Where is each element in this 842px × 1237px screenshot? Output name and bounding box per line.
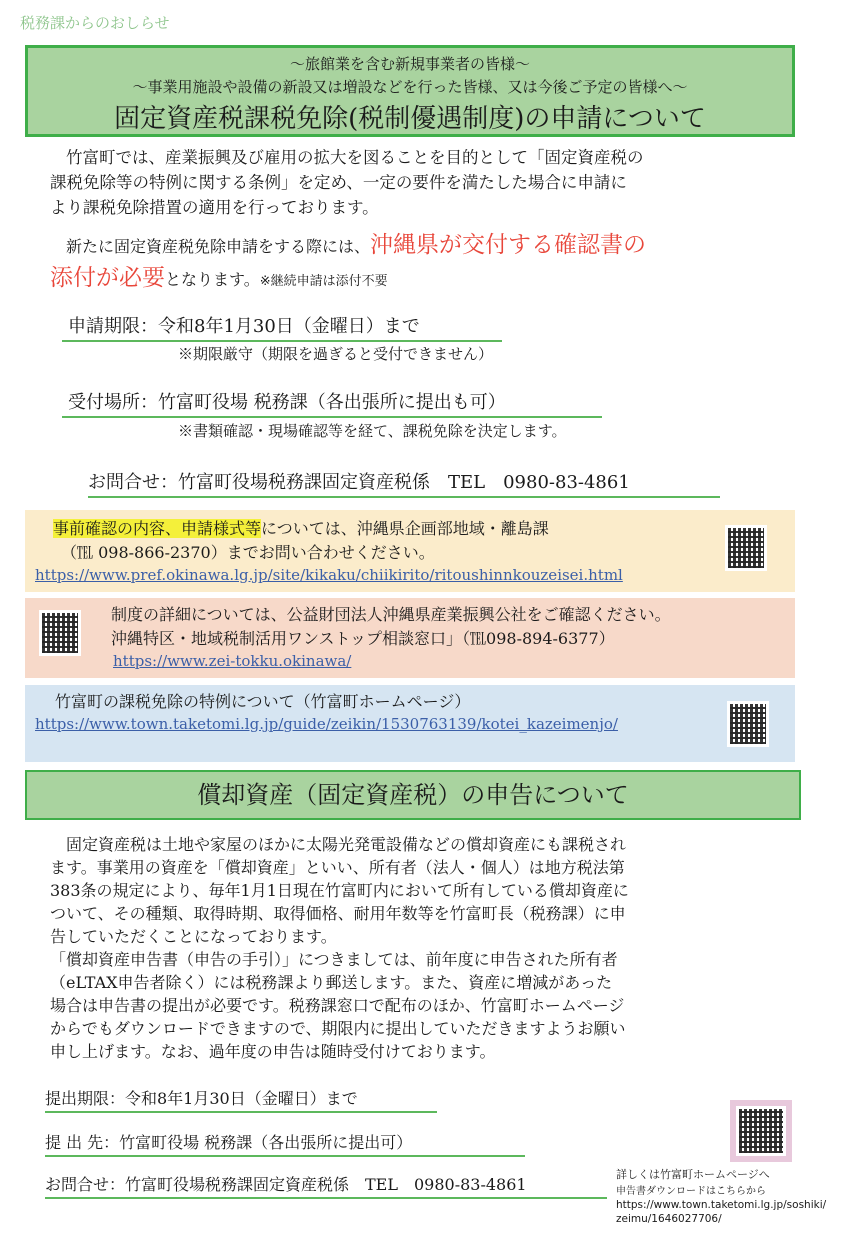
blue-info-box bbox=[25, 685, 795, 762]
section2-title: 償却資産（固定資産税）の申告について bbox=[25, 770, 801, 820]
qr-code[interactable] bbox=[730, 1100, 792, 1162]
req-text: 新たに固定資産税免除申請をする際には、 bbox=[66, 237, 371, 256]
submit-destination: 提 出 先：竹富町役場 税務課（各出張所に提出可） bbox=[45, 1130, 525, 1157]
page-title: 固定資産税課税免除(税制優遇制度)の申請について bbox=[114, 104, 706, 134]
section2-contact: お問合せ：竹富町役場税務課固定資産税係 TEL 0980-83-4861 bbox=[45, 1172, 607, 1199]
yellow-info-box bbox=[25, 510, 795, 592]
para-line: 383条の規定により、毎年1月1日現在竹富町内において所有している償却資産に bbox=[50, 881, 629, 900]
requirement bbox=[66, 233, 646, 259]
download-url[interactable]: https://www.town.taketomi.lg.jp/soshiki/zeimu/1646027706/ bbox=[616, 1199, 827, 1225]
contact: お問合せ：竹富町役場税務課固定資産税係 TEL 0980-83-4861 bbox=[88, 468, 720, 498]
para-line: 場合は申告書の提出が必要です。税務課窓口で配布のほか、竹富町ホームページ bbox=[50, 996, 625, 1015]
header-sub2: ～事業用施設や設備の新設又は増設などを行った皆様、又は今後ご予定の皆様へ～ bbox=[132, 78, 688, 96]
info-text: については、沖縄県企画部地域・離島課 bbox=[261, 519, 549, 538]
req-red: 沖縄県が交付する確認書の bbox=[370, 232, 647, 258]
qr-code[interactable] bbox=[725, 525, 767, 571]
requirement-2 bbox=[50, 266, 388, 294]
para-line: （eLTAX申告者除く）には税務課より郵送します。また、資産に増減があった bbox=[50, 973, 613, 992]
header-sub1: ～旅館業を含む新規事業者の皆様～ bbox=[289, 55, 530, 73]
notice-label: 税務課からのおしらせ bbox=[20, 14, 170, 32]
para-line: 申し上げます。なお、過年度の申告は随時受付けております。 bbox=[50, 1042, 496, 1061]
hp-note-1: 詳しくは竹富町ホームページへ bbox=[616, 1168, 770, 1181]
zei-tokku-link[interactable]: https://www.zei-tokku.okinawa/ bbox=[113, 652, 352, 670]
place-note: ※書類確認・現場確認等を経て、課税免除を決定します。 bbox=[178, 422, 567, 440]
hp-note-2: 申告書ダウンロードはこちらから bbox=[616, 1186, 766, 1197]
intro-line: 竹富町では、産業振興及び雇用の拡大を図ることを目的として「固定資産税の bbox=[66, 148, 644, 167]
taketomi-link[interactable]: https://www.town.taketomi.lg.jp/guide/zeikin/1530763139/kotei_kazeimenjo/ bbox=[35, 715, 618, 733]
req-red: 添付が必要 bbox=[50, 265, 165, 291]
intro-line: 課税免除等の特例に関する条例」を定め、一定の要件を満たした場合に申請に bbox=[50, 173, 627, 192]
pink-info-box bbox=[25, 598, 795, 678]
place: 受付場所：竹富町役場 税務課（各出張所に提出も可） bbox=[62, 388, 602, 418]
info-text: 竹富町の課税免除の特例について（竹富町ホームページ） bbox=[55, 692, 471, 711]
highlight-text: 事前確認の内容、申請様式等 bbox=[53, 519, 262, 538]
req-text: となります。 bbox=[165, 270, 260, 289]
intro-line: より課税免除措置の適用を行っております。 bbox=[50, 198, 379, 217]
intro-paragraph bbox=[50, 145, 644, 220]
section2-paragraph bbox=[50, 833, 629, 1063]
hp-note bbox=[616, 1166, 770, 1197]
req-note: ※継続申請は添付不要 bbox=[259, 274, 388, 289]
deadline: 申請期限：令和8年1月30日（金曜日）まで bbox=[62, 312, 502, 342]
qr-code[interactable] bbox=[39, 610, 81, 656]
para-line: ついて、その種類、取得時期、取得価格、耐用年数等を竹富町長（税務課）に申 bbox=[50, 904, 626, 923]
para-line: 「償却資産申告書（申告の手引）」につきましては、前年度に申告された所有者 bbox=[50, 950, 618, 969]
pref-link[interactable]: https://www.pref.okinawa.lg.jp/site/kikaku/chiikirito/ritoushinnkouzeisei.html bbox=[35, 566, 623, 584]
submit-deadline: 提出期限：令和8年1月30日（金曜日）まで bbox=[45, 1086, 437, 1113]
para-line: 固定資産税は土地や家屋のほかに太陽光発電設備などの償却資産にも課税され bbox=[66, 835, 627, 854]
qr-code[interactable] bbox=[727, 701, 769, 747]
para-line: 告していただくことになっております。 bbox=[50, 927, 337, 946]
para-line: ます。事業用の資産を「償却資産」といい、所有者（法人・個人）は地方税法第 bbox=[50, 858, 625, 877]
para-line: からでもダウンロードできますので、期限内に提出していただきますようお願い bbox=[50, 1019, 626, 1038]
info-text: （℡ 098-866-2370）までお問い合わせください。 bbox=[61, 543, 435, 562]
header-box bbox=[25, 45, 795, 137]
deadline-note: ※期限厳守（期限を過ぎると受付できません） bbox=[178, 345, 494, 363]
info-text: 沖縄特区・地域税制活用ワンストップ相談窓口」（℡098-894-6377） bbox=[111, 629, 615, 648]
info-text: 制度の詳細については、公益財団法人沖縄県産業振興公社をご確認ください。 bbox=[111, 605, 671, 624]
